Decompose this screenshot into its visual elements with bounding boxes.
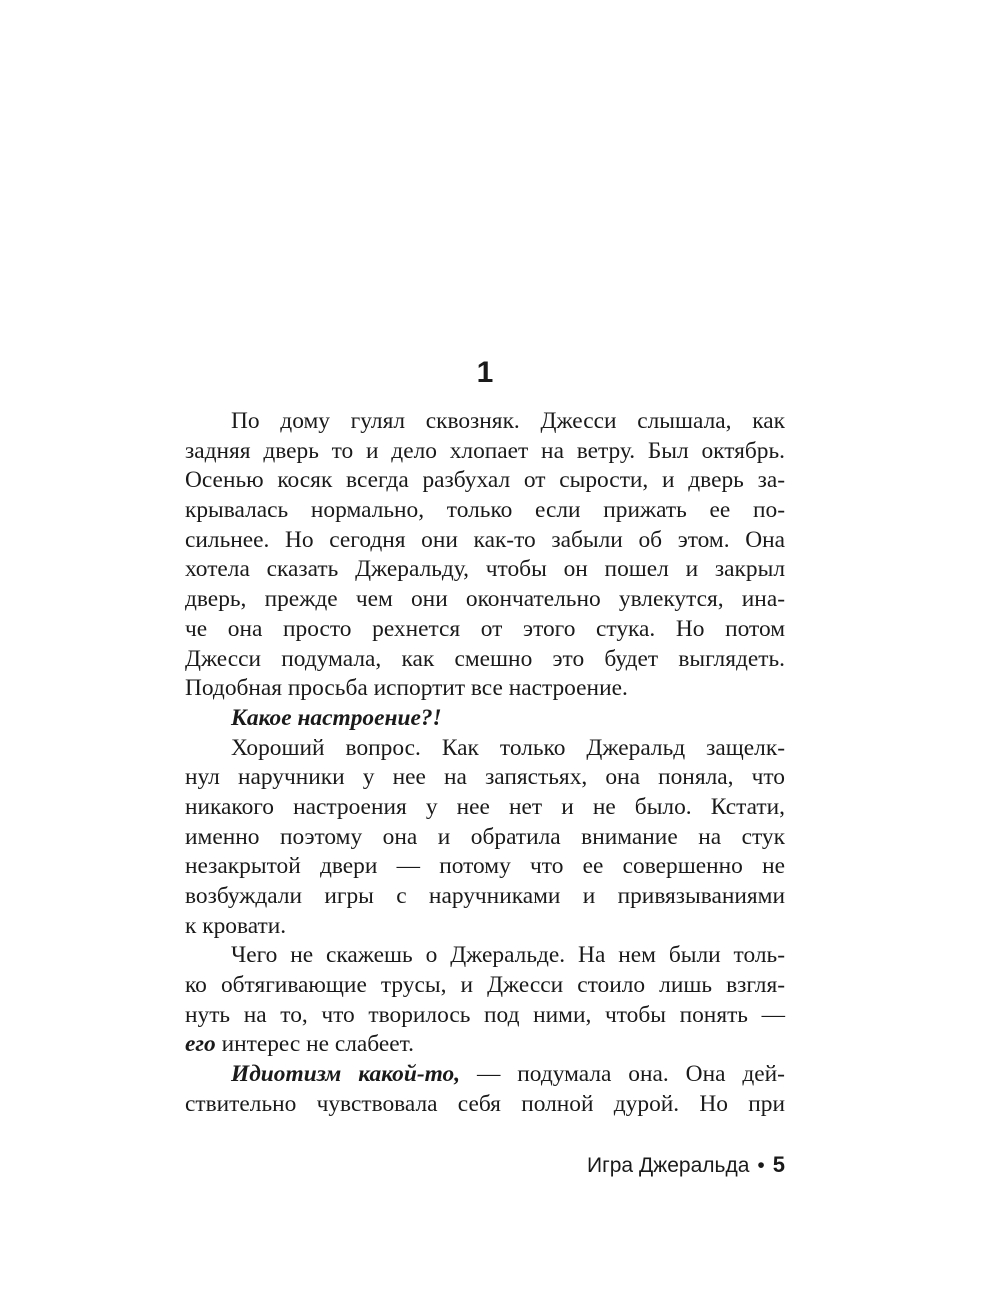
text-line: хотела сказать Джеральду, чтобы он пошел и закрыл xyxy=(185,556,785,583)
text-line xyxy=(185,1030,785,1060)
text-line: задняя дверь то и дело хлопает на ветру. Был октябрь. xyxy=(185,437,785,464)
text-line: ствительно чувствовала себя полной дурой. Но при xyxy=(185,1090,785,1117)
text-line: возбуждали игры с наручниками и привязываниями xyxy=(185,883,785,909)
page-number: 5 xyxy=(772,1152,785,1177)
text-line: нул наручники у нее на запястьях, она поняла, что xyxy=(185,764,785,791)
text-line: нуть на то, что творилось под ними, чтобы понять — xyxy=(185,1001,785,1028)
chapter-text xyxy=(185,407,785,1120)
emphasis-text: Идиотизм какой-то, xyxy=(231,1061,461,1088)
text-line: крывалась нормально, только если прижать ее по- xyxy=(185,497,785,524)
text-fragment: интерес не слабеет. xyxy=(215,1031,414,1058)
text-line: По дому гулял сквозняк. Джесси слышала, как xyxy=(231,408,785,434)
text-line: ко обтягивающие трусы, и Джесси стоило лишь взгля- xyxy=(185,972,785,999)
text-line: никакого настроения у нее нет и не было. Кстати, xyxy=(185,793,785,820)
running-footer xyxy=(185,1150,785,1181)
text-fragment: — подумала она. Она дей- xyxy=(460,1061,785,1088)
text-line xyxy=(185,1060,785,1090)
book-title: Игра Джеральда xyxy=(587,1154,750,1177)
text-line: Чего не скажешь о Джеральде. На нем были толь- xyxy=(231,942,785,969)
text-line: Осенью косяк всегда разбухал от сырости, и дверь за- xyxy=(185,467,785,494)
text-line: сильнее. Но сегодня они как-то забыли об этом. Она xyxy=(185,526,785,553)
text-line: к кровати. xyxy=(185,912,287,939)
text-line: че она просто рехнется от этого стука. Но потом xyxy=(185,615,785,642)
text-line: Подобная просьба испортит все настроение. xyxy=(185,675,628,702)
text-line: Джесси подумала, как смешно это будет выглядеть. xyxy=(185,645,785,672)
bullet-separator: • xyxy=(757,1154,765,1177)
text-line: Хороший вопрос. Как только Джеральд защелк- xyxy=(231,734,785,761)
emphasis-text: его xyxy=(185,1031,216,1058)
text-line: именно поэтому она и обратила внимание на стук xyxy=(185,823,785,850)
text-line-italic: Какое настроение?! xyxy=(231,704,442,731)
text-line: незакрытой двери — потому что ее совершенно не xyxy=(185,853,785,880)
chapter-number: 1 xyxy=(476,356,494,389)
text-line: дверь, прежде чем они окончательно увлекутся, ина- xyxy=(185,586,785,613)
